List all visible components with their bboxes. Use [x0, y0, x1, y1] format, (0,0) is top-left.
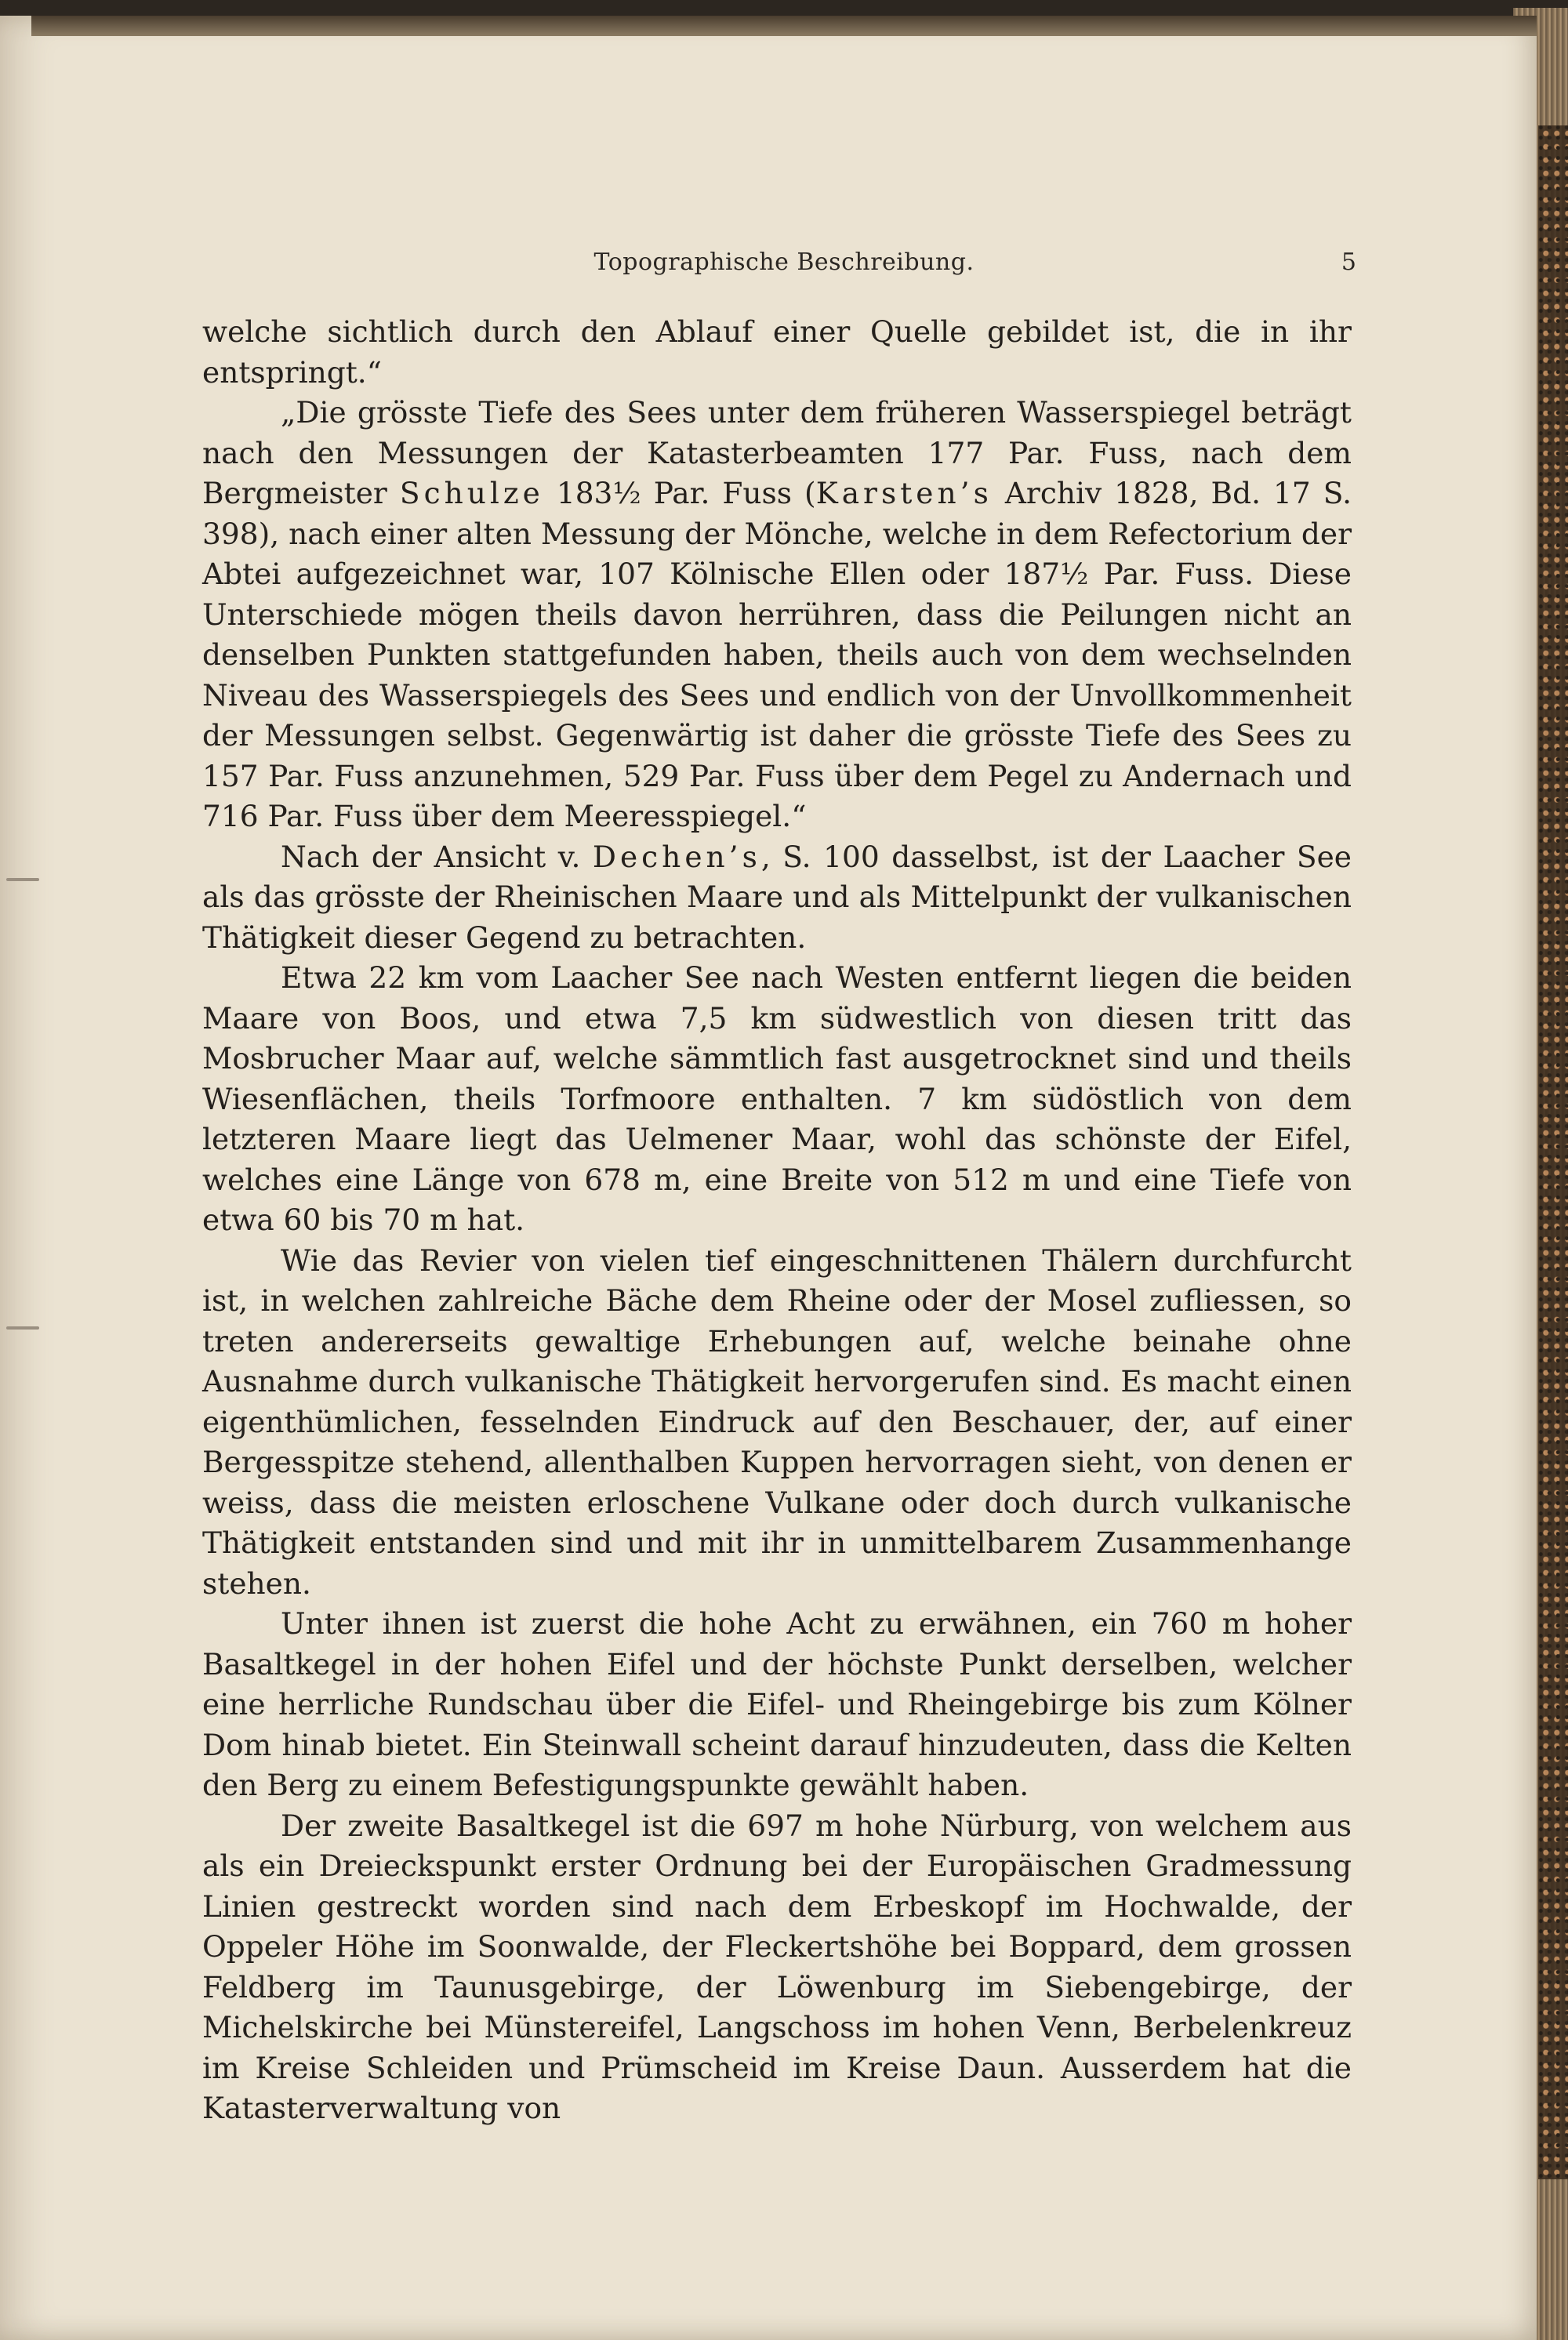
person-name-schulze: Schulze	[399, 476, 544, 510]
paragraph-nuerburg	[202, 1806, 1352, 2129]
paragraph-maare	[202, 958, 1352, 1241]
paragraph-text: 183½ Par. Fuss (	[543, 476, 816, 510]
paragraph-continuation	[202, 312, 1352, 393]
paragraph-revier	[202, 1241, 1352, 1605]
body-text	[202, 312, 1352, 2129]
paragraph-text: Wie das Revier von vielen tief eingeschnittenen Thälern durchfurcht ist, in welchen zahlreiche Bäche dem Rheine oder der Mosel zufliessen, so treten andererseits gewaltige Erhebungen auf, welche beinahe ohne Ausnahme durch vulkanische Thätigkeit hervorgerufen sind. Es macht einen eigenthümlichen, fesselnden Eindruck auf den Beschauer, der, auf einer Bergesspitze stehend, allenthalben Kuppen hervorragen sieht, von denen er weiss, dass die meisten erloschene Vulkane oder doch durch vulkanische Thätigkeit entstanden sind und mit ihr in unmittelbarem Zusammenhange stehen.	[202, 1243, 1352, 1601]
person-name-dechen: Dechen’s	[592, 839, 761, 874]
paragraph-text: Nach der Ansicht v.	[281, 839, 593, 874]
paragraph-quote-depth	[202, 393, 1352, 837]
paragraph-text: Etwa 22 km vom Laacher See nach Westen entfernt liegen die beiden Maare von Boos, und etwa 7,5 km südwestlich von diesen tritt das Mosbrucher Maar auf, welche sämmtlich fast ausgetrocknet sind und theils Wiesenflächen, theils Torfmoore enthalten. 7 km südöstlich von dem letzteren Maare liegt das Uelmener Maar, wohl das schönste der Eifel, welches eine Länge von 678 m, eine Breite von 512 m und eine Tiefe von etwa 60 bis 70 m hat.	[202, 960, 1352, 1237]
margin-mark	[6, 1326, 39, 1330]
paragraph-text: Der zweite Basaltkegel ist die 697 m hohe Nürburg, von welchem aus als ein Dreieckspunkt erster Ordnung bei der Europäischen Gradmessung Linien gestreckt worden sind nach dem Erbeskopf im Hochwalde, der Oppeler Höhe im Soonwalde, der Fleckertshöhe bei Boppard, dem grossen Feldberg im Taunusgebirge, der Löwenburg im Siebengebirge, der Michelskirche bei Münstereifel, Langschoss im hohen Venn, Berbelenkreuz im Kreise Schleiden und Prümscheid im Kreise Daun. Ausserdem hat die Katasterverwaltung von	[202, 1808, 1352, 2125]
running-title: Topographische Beschreibung.	[593, 249, 975, 276]
person-name-karsten: Karsten’s	[815, 476, 993, 510]
paragraph-text: Archiv 1828, Bd. 17 S. 398), nach einer alten Messung der Mönche, welche in dem Refectorium der Abtei aufgezeichnet war, 107 Kölnische Ellen oder 187½ Par. Fuss. Diese Unterschiede mögen theils davon herrühren, dass die Peilungen nicht an denselben Punkten stattgefunden haben, theils auch von dem wechselnden Niveau des Wasserspiegels des Sees und endlich von der Unvollkommenheit der Messungen selbst. Gegenwärtig ist daher die grösste Tiefe des Sees zu 157 Par. Fuss anzunehmen, 529 Par. Fuss über dem Pegel zu Andernach und 716 Par. Fuss über dem Meeresspiegel.“	[202, 476, 1352, 833]
paragraph-text: , S. 100 dasselbst, ist der Laacher See als das grösste der Rheinischen Maare und als Mittelpunkt der vulkanischen Thätigkeit dieser Gegend zu betrachten.	[202, 839, 1352, 955]
running-header	[212, 249, 1356, 288]
page-number: 5	[1341, 249, 1356, 276]
marbled-book-edge	[1538, 125, 1568, 2179]
paragraph-hohe-acht	[202, 1604, 1352, 1806]
paragraph-dechen	[202, 837, 1352, 959]
margin-mark	[6, 878, 39, 881]
paragraph-text: Unter ihnen ist zuerst die hohe Acht zu erwähnen, ein 760 m hoher Basaltkegel in der hohen Eifel und der höchste Punkt derselben, welcher eine herrliche Rundschau über die Eifel- und Rheingebirge bis zum Kölner Dom hinab bietet. Ein Steinwall scheint darauf hinzudeuten, dass die Kelten den Berg zu einem Befestigungspunkte gewählt haben.	[202, 1606, 1352, 1802]
paragraph-text: welche sichtlich durch den Ablauf einer Quelle gebildet ist, die in ihr entspringt.“	[202, 314, 1352, 390]
page-top-shadow	[31, 16, 1537, 36]
paragraph-text: „Die grösste Tiefe des Sees unter dem früheren Wasserspiegel beträgt nach den Messungen der Katasterbeamten 177 Par. Fuss, nach dem Bergmeister	[202, 395, 1352, 510]
